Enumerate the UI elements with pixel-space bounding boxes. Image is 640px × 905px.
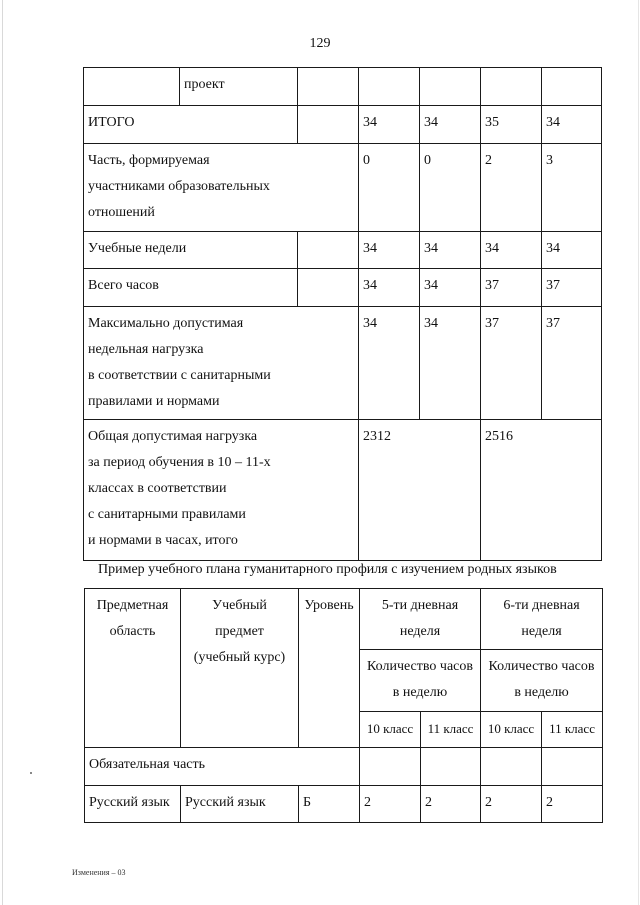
row-label: Часть, формируемая участниками образовательных отношений (84, 144, 359, 232)
header-subject-area: Предметная область (85, 589, 181, 748)
value-cell: 2516 (481, 420, 602, 561)
table-title: Пример учебного плана гуманитарного профиля с изучением родных языков (98, 562, 557, 577)
value-cell: 0 (359, 144, 420, 232)
value-cell: 34 (359, 269, 420, 307)
value-cell: 34 (542, 106, 602, 144)
row-label: Максимально допустимая недельная нагрузка в соответствии с санитарными правилами и нормами (84, 307, 359, 420)
table-row (84, 269, 602, 307)
value-cell: 34 (481, 232, 542, 269)
value-cell (481, 68, 542, 106)
value-cell: 34 (420, 106, 481, 144)
value-cell: 37 (481, 307, 542, 420)
value-cell (359, 68, 420, 106)
header-5-day-week: 5-ти дневная неделя (360, 589, 481, 650)
value-cell: 2 (360, 786, 421, 823)
table-row (84, 144, 602, 232)
value-cell: 37 (481, 269, 542, 307)
table-row (85, 786, 603, 823)
value-cell: 34 (420, 307, 481, 420)
blank-cell (298, 106, 359, 144)
value-cell: 0 (420, 144, 481, 232)
blank-cell (360, 748, 421, 786)
table-row (84, 307, 602, 420)
header-hours-per-week: Количество часов в неделю (481, 650, 603, 712)
mandatory-part-label: Обязательная часть (85, 748, 360, 786)
value-cell: 34 (359, 307, 420, 420)
value-cell: 34 (542, 232, 602, 269)
blank-cell (481, 748, 542, 786)
value-cell: 35 (481, 106, 542, 144)
study-load-table (83, 67, 602, 561)
subject-cell: Русский язык (181, 786, 299, 823)
header-level: Уровень (299, 589, 360, 748)
value-cell: 34 (420, 232, 481, 269)
blank-cell (421, 748, 481, 786)
header-6-day-week: 6-ти дневная неделя (481, 589, 603, 650)
header-class: 10 класс (481, 712, 542, 748)
page-number: 129 (309, 36, 331, 51)
header-subject: Учебный предмет (учебный курс) (181, 589, 299, 748)
row-label: ИТОГО (84, 106, 298, 144)
header-class: 10 класс (360, 712, 421, 748)
header-hours-per-week: Количество часов в неделю (360, 650, 481, 712)
row-sublabel: проект (180, 68, 298, 106)
blank-cell (298, 232, 359, 269)
curriculum-table (84, 588, 603, 823)
scan-edge-left (2, 0, 3, 905)
section-row (85, 748, 603, 786)
row-label: Учебные недели (84, 232, 298, 269)
header-row (85, 589, 603, 650)
value-cell: 37 (542, 269, 602, 307)
scan-edge-right (638, 0, 639, 905)
blank-cell (542, 748, 603, 786)
value-cell (542, 68, 602, 106)
table-row (84, 106, 602, 144)
row-label (84, 68, 180, 106)
row-label: Общая допустимая нагрузка за период обучения в 10 – 11-х классах в соответствии с санитарными правилами и нормами в часах, итого (84, 420, 359, 561)
level-cell: Б (299, 786, 360, 823)
value-cell: 34 (359, 106, 420, 144)
scan-mark (30, 772, 32, 774)
value-cell: 2 (542, 786, 603, 823)
value-cell: 37 (542, 307, 602, 420)
subject-area-cell: Русский язык (85, 786, 181, 823)
blank-cell (298, 269, 359, 307)
table-row (84, 420, 602, 561)
value-cell: 34 (420, 269, 481, 307)
header-class: 11 класс (542, 712, 603, 748)
blank-cell (298, 68, 359, 106)
value-cell: 2312 (359, 420, 481, 561)
value-cell: 2 (421, 786, 481, 823)
value-cell: 34 (359, 232, 420, 269)
value-cell (420, 68, 481, 106)
table-row (84, 232, 602, 269)
table-row (84, 68, 602, 106)
value-cell: 3 (542, 144, 602, 232)
value-cell: 2 (481, 786, 542, 823)
header-class: 11 класс (421, 712, 481, 748)
value-cell: 2 (481, 144, 542, 232)
footer-note: Изменения – 03 (72, 868, 126, 877)
row-label: Всего часов (84, 269, 298, 307)
